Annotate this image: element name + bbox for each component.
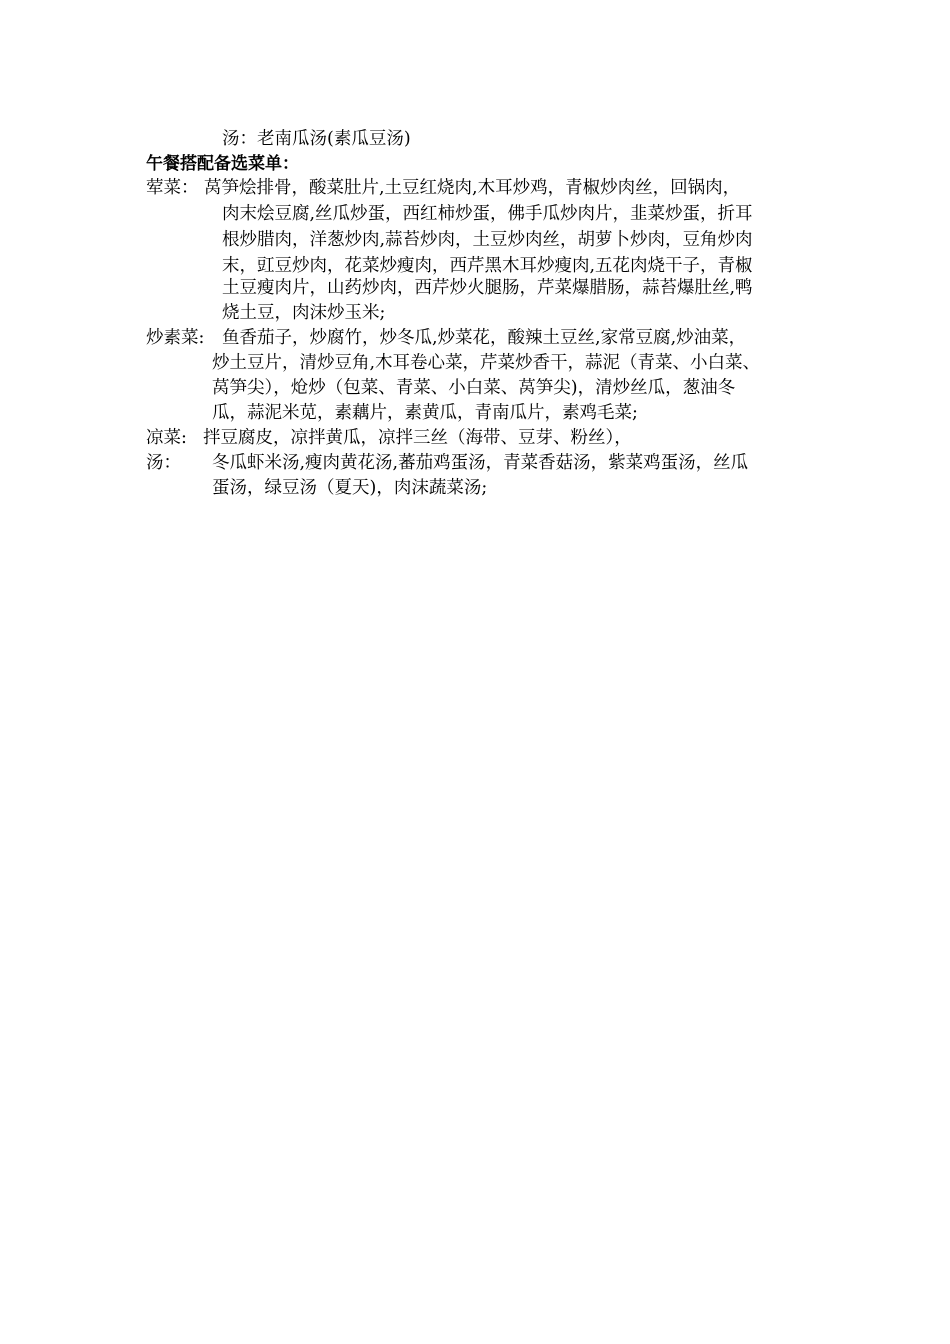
meat-line-1: 莴笋烩排骨，酸菜肚片,土豆红烧肉,木耳炒鸡，青椒炒肉丝，回锅肉， — [204, 178, 741, 198]
meat-line-2: 肉末烩豆腐,丝瓜炒蛋，西红柿炒蛋，佛手瓜炒肉片，韭菜炒蛋，折耳 — [222, 204, 753, 224]
menu-heading: 午餐搭配备选菜单： — [146, 154, 299, 174]
meat-line-3: 根炒腊肉，洋葱炒肉,蒜苔炒肉，土豆炒肉丝，胡萝卜炒肉，豆角炒肉 — [222, 230, 753, 250]
meat-line-6: 烧土豆，肉沫炒玉米; — [222, 303, 386, 323]
cold-line-1: 拌豆腐皮，凉拌黄瓜，凉拌三丝（海带、豆芽、粉丝）， — [203, 428, 632, 448]
meat-label: 荤菜： — [146, 178, 199, 198]
meat-line-4: 末，豇豆炒肉，花菜炒瘦肉，西芹黑木耳炒瘦肉,五花肉烧干子，青椒 — [222, 256, 753, 276]
veg-line-2: 炒土豆片，清炒豆角,木耳卷心菜，芹菜炒香干，蒜泥（青菜、小白菜、 — [212, 353, 761, 373]
soup-label: 汤： — [146, 453, 181, 473]
soup-line-1: 冬瓜虾米汤,瘦肉黄花汤,蕃茄鸡蛋汤，青菜香菇汤，紫菜鸡蛋汤，丝瓜 — [212, 453, 749, 473]
cold-label: 凉菜: — [146, 428, 187, 448]
veg-label: 炒素菜: — [146, 328, 205, 348]
soup-line-2: 蛋汤，绿豆汤（夏天)，肉沫蔬菜汤; — [212, 478, 488, 498]
veg-line-1: 鱼香茄子，炒腐竹，炒冬瓜,炒菜花，酸辣土豆丝,家常豆腐,炒油菜， — [222, 328, 747, 348]
veg-line-3: 莴笋尖），炝炒（包菜、青菜、小白菜、莴笋尖)，清炒丝瓜，葱油冬 — [212, 378, 736, 398]
meat-line-5: 土豆瘦肉片，山药炒肉，西芹炒火腿肠，芹菜爆腊肠，蒜苔爆肚丝,鸭 — [222, 278, 753, 298]
soup-top-line: 汤：老南瓜汤(素瓜豆汤) — [222, 129, 411, 149]
veg-line-4: 瓜，蒜泥米苋，素藕片，素黄瓜，青南瓜片，素鸡毛菜; — [212, 403, 638, 423]
